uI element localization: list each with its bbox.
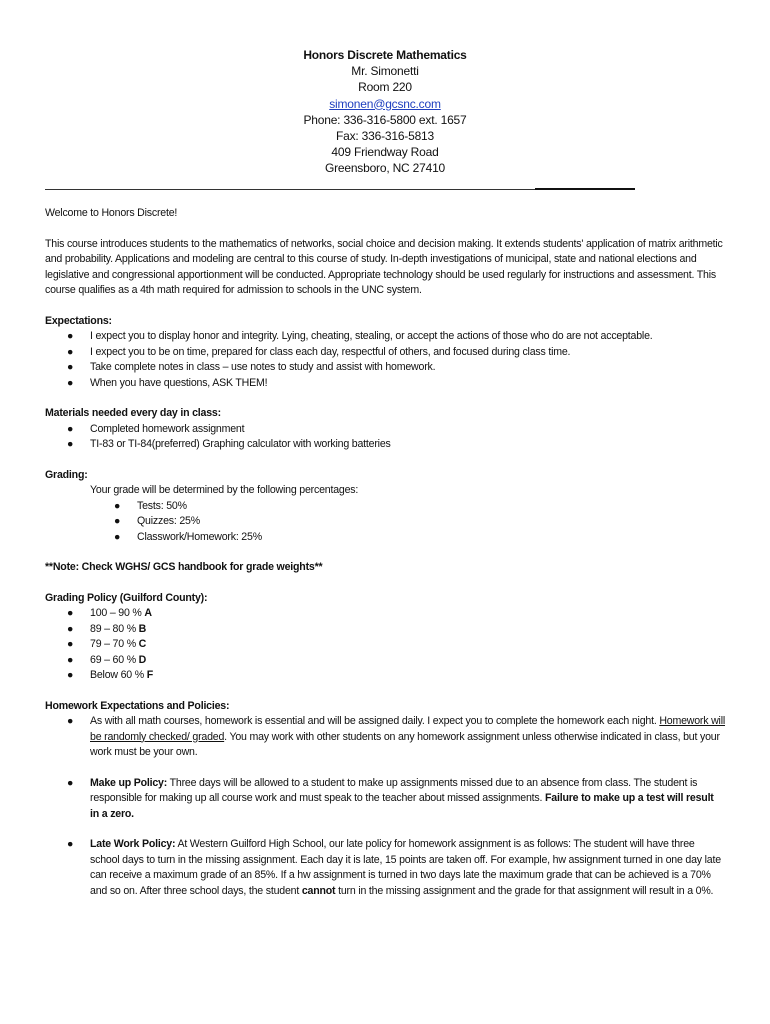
grading-policy-list bbox=[45, 606, 725, 684]
room-number: Room 220 bbox=[358, 80, 412, 95]
phone-number: Phone: 336-316-5800 ext. 1657 bbox=[303, 112, 467, 127]
bullet-icon: ● bbox=[114, 515, 121, 527]
list-item: ● Take complete notes in class – use notes to study and assist with homework. bbox=[45, 360, 725, 376]
grading-intro: Your grade will be determined by the following percentages: bbox=[90, 484, 359, 496]
bullet-icon: ● bbox=[67, 330, 74, 342]
bullet-icon: ● bbox=[67, 422, 74, 435]
list-item: ● Late Work Policy: At Western Guilford High School, our late policy for homework assignment is as follows: The student will have three school days to turn in the missing assignment. Each day it is late, 15 points are taken off. For example, hw assignment turned in one day late can receive a maximum grade of an 85%. If a hw assignment is turned in two days late the maximum grade that can be achieved is a 70% and so on. After three school days, the student cannot turn in the missing assignment and the grade for that assignment will result in a 0%. bbox=[67, 838, 721, 897]
expectations-list bbox=[45, 329, 725, 391]
materials-heading: Materials needed every day in class: bbox=[45, 407, 221, 419]
bullet-icon: ● bbox=[67, 669, 74, 681]
address-line-1: 409 Friendway Road bbox=[331, 145, 439, 160]
bullet-icon: ● bbox=[67, 638, 74, 650]
list-item: ● Classwork/Homework: 25% bbox=[90, 530, 725, 546]
list-item: ● When you have questions, ASK THEM! bbox=[45, 376, 725, 392]
bullet-icon: ● bbox=[114, 499, 121, 512]
grading-heading: Grading: bbox=[45, 468, 88, 481]
syllabus-body bbox=[45, 206, 725, 899]
bullet-icon: ● bbox=[67, 607, 74, 619]
list-item: ● Tests: 50% bbox=[90, 499, 725, 515]
bullet-icon: ● bbox=[67, 715, 74, 727]
list-item: ● Quizzes: 25% bbox=[90, 514, 725, 530]
materials-list bbox=[45, 422, 725, 453]
list-item: ● As with all math courses, homework is essential and will be assigned daily. I expect you to complete the homework each night. Homework will be randomly checked/ graded. You may work with other students on any homework assignment unless otherwise indicated in class, but your work must be your own. bbox=[67, 715, 726, 758]
list-item: ● I expect you to display honor and integrity. Lying, cheating, stealing, or accept the actions of those who do are not acceptable. bbox=[45, 329, 725, 345]
list-item: ● 69 – 60 % D bbox=[45, 653, 725, 669]
homework-list bbox=[45, 714, 725, 899]
bullet-icon: ● bbox=[67, 622, 74, 635]
list-item: ● 100 – 90 % A bbox=[45, 606, 725, 622]
list-item: ● TI-83 or TI-84(preferred) Graphing calculator with working batteries bbox=[45, 437, 725, 453]
bullet-icon: ● bbox=[67, 376, 74, 389]
list-item: ● I expect you to be on time, prepared for class each day, respectful of others, and focused during class time. bbox=[45, 345, 725, 361]
list-item: ● Completed homework assignment bbox=[45, 422, 725, 438]
grading-list bbox=[90, 499, 725, 546]
bullet-icon: ● bbox=[114, 530, 121, 543]
grading-policy-heading: Grading Policy (Guilford County): bbox=[45, 591, 208, 604]
address-line-2: Greensboro, NC 27410 bbox=[324, 161, 446, 176]
homework-heading: Homework Expectations and Policies: bbox=[45, 699, 230, 712]
bullet-icon: ● bbox=[67, 653, 74, 666]
header-divider-accent bbox=[535, 188, 635, 190]
bullet-icon: ● bbox=[67, 776, 74, 789]
list-item: ● 79 – 70 % C bbox=[45, 637, 725, 653]
course-header bbox=[0, 47, 770, 177]
bullet-icon: ● bbox=[67, 345, 74, 358]
fax-number: Fax: 336-316-5813 bbox=[335, 129, 434, 144]
grading-block bbox=[45, 483, 725, 545]
course-intro: This course introduces students to the mathematics of networks, social choice and decision making. It extends students' application of matrix arithmetic and probability. Applications and modeling are central to this course of study. In-depth investigations of municipal, state and national elections and legislative and congressional apportionment will be conducted. Appropriate technology should be used regularly for instructions and assessment. This course qualifies as a 4th math required for admission to schools in the UNC system. bbox=[45, 237, 723, 296]
list-item: ● Make up Policy: Three days will be allowed to a student to make up assignments missed due to an absence from class. The student is responsible for making up all course work and must speak to the teacher about missed assignments. Failure to make up a test will result in a zero. bbox=[67, 776, 714, 820]
expectations-heading: Expectations: bbox=[45, 314, 112, 327]
teacher-name: Mr. Simonetti bbox=[351, 64, 419, 79]
welcome-text: Welcome to Honors Discrete! bbox=[45, 207, 178, 219]
handbook-note: **Note: Check WGHS/ GCS handbook for grade weights** bbox=[45, 561, 323, 573]
bullet-icon: ● bbox=[67, 838, 74, 850]
bullet-icon: ● bbox=[67, 438, 74, 450]
list-item: ● Below 60 % F bbox=[45, 668, 725, 684]
list-item: ● 89 – 80 % B bbox=[45, 622, 725, 638]
bullet-icon: ● bbox=[67, 361, 74, 373]
email-link[interactable]: simonen@gcsnc.com bbox=[329, 96, 441, 111]
course-title: Honors Discrete Mathematics bbox=[303, 48, 467, 62]
